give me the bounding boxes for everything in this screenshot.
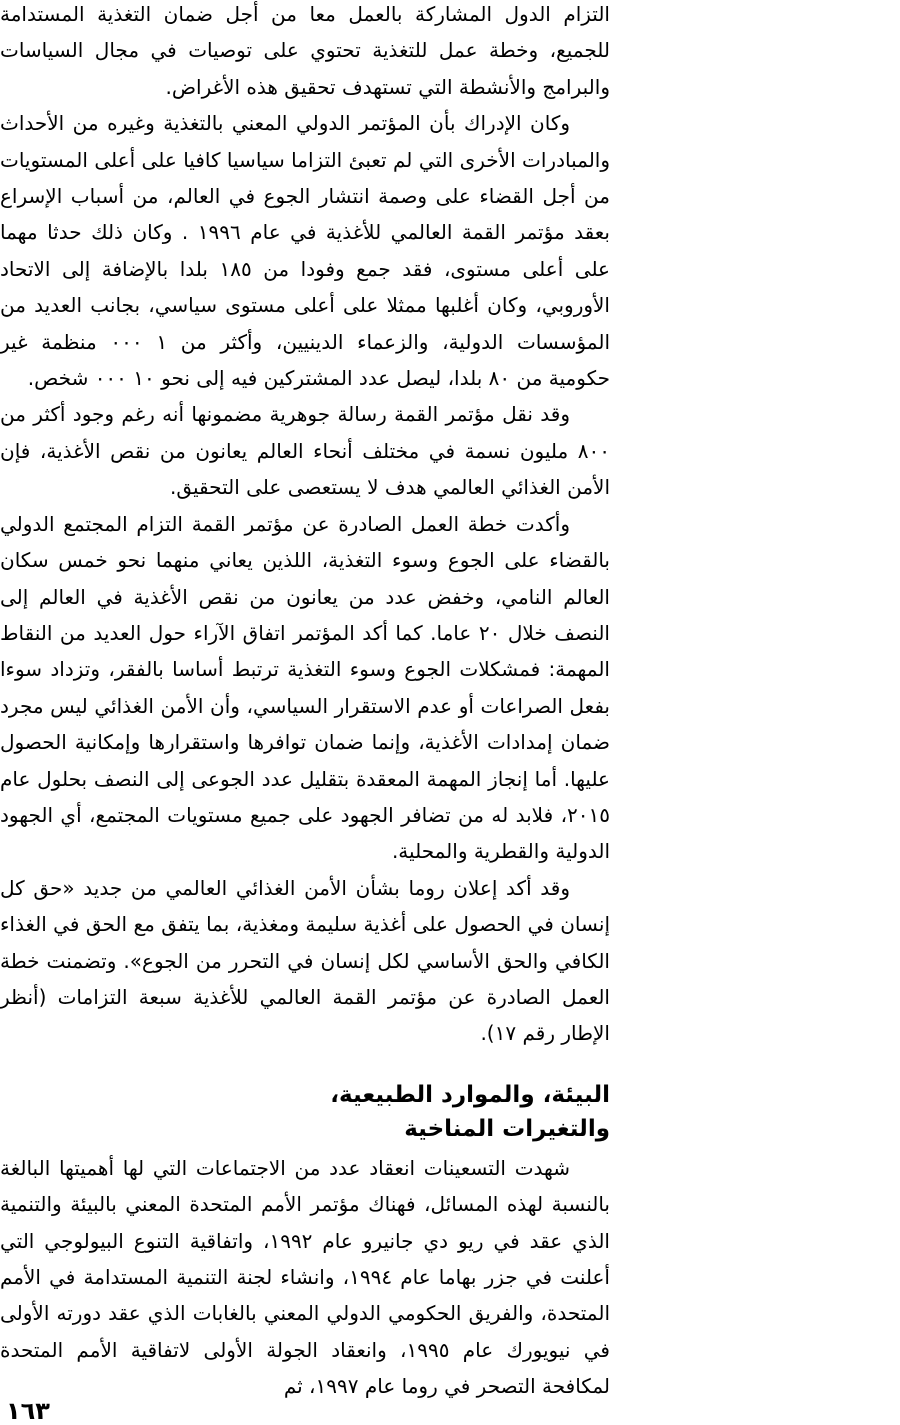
paragraph-rome-declaration: وقد أكد إعلان روما بشأن الأمن الغذائي العالمي من جديد «حق كل إنسان في الحصول على أغذية سليمة ومغذية، بما يتفق مع الحق في الغذاء الكافي والحق الأساسي لكل إنسان في التحرر من الجوع». وتضمنت خطة العمل الصادرة عن مؤتمر القمة العالمي للأغذية سبعة التزامات (أنظر الإطار رقم ١٧). (0, 875, 610, 1046)
paragraph-nineties-meetings: شهدت التسعينات انعقاد عدد من الاجتماعات التي لها أهميتها البالغة بالنسبة لهذه المسائل، فهناك مؤتمر الأمم المتحدة المعني بالبيئة والتنمية الذي عقد في ريو دي جانيرو عام ١٩٩٢، واتفاقية التنوع البيولوجي التي أعلنت في جزر بهاما عام ١٩٩٤، وانشاء لجنة التنمية المستدامة في الأمم المتحدة، والفريق الحكومي الدولي المعني بالغابات الذي عقد دورته الأولى في نيويورك عام ١٩٩٥، وانعقاد الجولة الأولى لاتفاقية الأمم المتحدة لمكافحة التصحر في روما عام ١٩٩٧، ثم (0, 1155, 610, 1399)
page-number: ١٦٣ (6, 1397, 50, 1425)
section-heading-line-2: والتغيرات المناخية (404, 1115, 610, 1142)
paragraph-commitment-continuation: التزام الدول المشاركة بالعمل معا من أجل ضمان التغذية المستدامة للجميع، وخطة عمل للتغذية تحتوي على توصيات في مجال السياسات والبرامج والأنشطة التي تستهدف تحقيق هذه الأغراض. (0, 2, 610, 99)
paragraph-summit-message: وقد نقل مؤتمر القمة رسالة جوهرية مضمونها أنه رغم وجود أكثر من ٨٠٠ مليون نسمة في مختلف أنحاء العالم يعانون من نقص الأغذية، فإن الأمن الغذائي العالمي هدف لا يستعصى على التحقيق. (0, 402, 610, 500)
section-heading-line-1: البيئة، والموارد الطبيعية، (330, 1081, 610, 1108)
section-heading-environment (0, 1078, 610, 1146)
paragraph-plan-of-action: وأكدت خطة العمل الصادرة عن مؤتمر القمة التزام المجتمع الدولي بالقضاء على الجوع وسوء التغذية، اللذين يعاني منهما نحو خمس سكان العالم النامي، وخفض عدد من يعانون من نقص الأغذية في العالم إلى النصف خلال ٢٠ عاما. كما أكد المؤتمر اتفاق الآراء حول العديد من النقاط المهمة: فمشكلات الجوع وسوء التغذية ترتبط أساسا بالفقر، وتزداد سوءا بفعل الصراعات أو عدم الاستقرار السياسي، وأن الأمن الغذائي ليس مجرد ضمان إمدادات الأغذية، وإنما ضمان توافرها واستقرارها وإمكانية الحصول عليها. أما إنجاز المهمة المعقدة بتقليل عدد الجوعى إلى النصف بحلول عام ٢٠١٥، فلابد له من تضافر الجهود على جميع مستويات المجتمع، أي الجهود الدولية والقطرية والمحلية. (0, 511, 610, 864)
paragraph-world-food-summit: وكان الإدراك بأن المؤتمر الدولي المعني بالتغذية وغيره من الأحداث والمبادرات الأخرى التي لم تعبئ التزاما سياسيا كافيا على أعلى المستويات من أجل القضاء على وصمة انتشار الجوع في العالم، من أسباب الإسراع بعقد مؤتمر القمة العالمي للأغذية في عام ١٩٩٦ . وكان ذلك حدثا مهما على أعلى مستوى، فقد جمع وفودا من ١٨٥ بلدا بالإضافة إلى الاتحاد الأوروبي، وكان أغلبها ممثلا على أعلى مستوى سياسي، بجانب العديد من المؤسسات الدولية، والزعماء الدينيين، وأكثر من ١ ٠٠٠ منظمة غير حكومية من ٨٠ بلدا، ليصل عدد المشتركين فيه إلى نحو ١٠ ٠٠٠ شخص. (0, 111, 611, 391)
